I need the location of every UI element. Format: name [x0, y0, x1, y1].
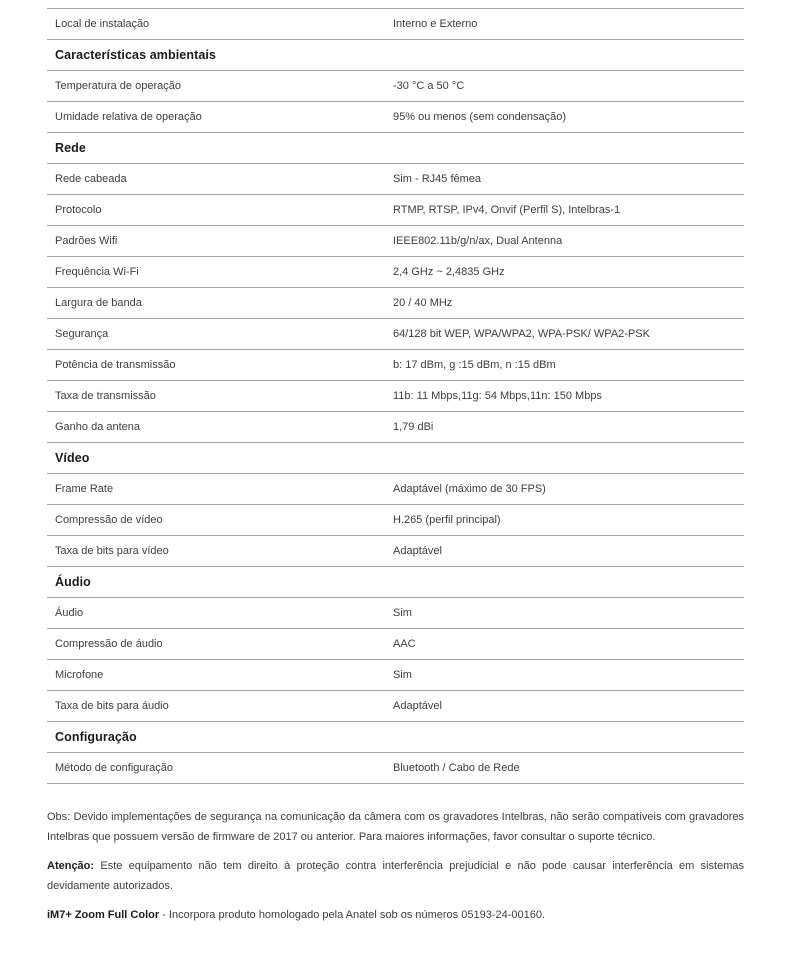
product-name: iM7+ Zoom Full Color [47, 909, 160, 921]
spec-row [47, 536, 744, 567]
obs-text: Obs: Devido implementações de segurança na comunicação da câmera com os gravadores Intelbras, não serão compatíveis com gravadores Intelbras que possuem versão de firmware de 2017 ou anterior. Para maiores informações, favor consultar o suporte técnico. [47, 811, 744, 843]
spec-value: b: 17 dBm, g :15 dBm, n :15 dBm [393, 359, 556, 371]
spec-row [47, 505, 744, 536]
spec-row [47, 660, 744, 691]
spec-value: 1,79 dBi [393, 421, 434, 433]
spec-label: Compressão de áudio [55, 638, 163, 650]
section-header-row [47, 443, 744, 474]
spec-value: Adaptável [393, 545, 442, 557]
spec-label: Potência de transmissão [55, 359, 176, 371]
spec-table [47, 8, 744, 784]
spec-label: Frequência Wi-Fi [55, 266, 139, 278]
spec-label: Rede cabeada [55, 173, 127, 185]
spec-row [47, 195, 744, 226]
spec-row [47, 164, 744, 195]
spec-row [47, 350, 744, 381]
spec-label: Taxa de bits para áudio [55, 700, 169, 712]
section-title: Configuração [55, 730, 137, 744]
spec-row [47, 257, 744, 288]
spec-label: Compressão de vídeo [55, 514, 163, 526]
spec-value: IEEE802.11b/g/n/ax, Dual Antenna [393, 235, 563, 247]
notes-section [47, 807, 744, 925]
section-title: Áudio [55, 575, 91, 589]
anatel-text: - Incorpora produto homologado pela Anatel sob os números 05193-24-00160. [162, 909, 546, 921]
spec-value: H.265 (perfil principal) [393, 514, 501, 526]
spec-value: 95% ou menos (sem condensação) [393, 111, 567, 123]
spec-label: Método de configuração [55, 762, 174, 774]
spec-row [47, 226, 744, 257]
section-header-row [47, 133, 744, 164]
spec-row [47, 288, 744, 319]
spec-value: Adaptável (máximo de 30 FPS) [393, 483, 546, 495]
spec-row [47, 629, 744, 660]
spec-value: 11b: 11 Mbps,11g: 54 Mbps,11n: 150 Mbps [393, 390, 602, 402]
spec-row [47, 691, 744, 722]
spec-value: Interno e Externo [393, 18, 478, 30]
spec-label: Ganho da antena [55, 421, 141, 433]
section-title: Rede [55, 141, 86, 155]
spec-row [47, 753, 744, 784]
spec-row [47, 319, 744, 350]
spec-label: Microfone [55, 669, 104, 681]
spec-row [47, 381, 744, 412]
spec-label: Taxa de bits para vídeo [55, 545, 169, 557]
spec-label: Frame Rate [55, 483, 114, 495]
spec-row [47, 412, 744, 443]
spec-label: Umidade relativa de operação [55, 111, 202, 123]
section-header-row [47, 567, 744, 598]
obs-paragraph [47, 807, 744, 847]
spec-label: Largura de banda [55, 297, 142, 309]
spec-value: Bluetooth / Cabo de Rede [393, 762, 520, 774]
section-header-row [47, 722, 744, 753]
spec-row [47, 598, 744, 629]
spec-label: Áudio [55, 607, 84, 619]
warning-label: Atenção: [47, 860, 95, 872]
anatel-paragraph [47, 905, 744, 925]
spec-label: Local de instalação [55, 18, 150, 30]
spec-label: Padrões Wifi [55, 235, 118, 247]
spec-value: AAC [393, 638, 416, 650]
spec-label: Taxa de transmissão [55, 390, 156, 402]
spec-value: Adaptável [393, 700, 442, 712]
spec-label: Protocolo [55, 204, 102, 216]
spec-value: 64/128 bit WEP, WPA/WPA2, WPA-PSK/ WPA2-PSK [393, 328, 650, 340]
warning-text: Este equipamento não tem direito à proteção contra interferência prejudicial e não pode causar interferência em sistemas devidamente autorizados. [47, 860, 744, 892]
spec-row [47, 71, 744, 102]
section-title: Vídeo [55, 451, 90, 465]
warning-paragraph [47, 856, 744, 896]
spec-value: -30 °C a 50 °C [393, 80, 465, 92]
spec-value: Sim [393, 607, 412, 619]
spec-label: Temperatura de operação [55, 80, 181, 92]
spec-row [47, 102, 744, 133]
spec-row [47, 474, 744, 505]
spec-label: Segurança [55, 328, 109, 340]
section-title: Características ambientais [55, 48, 217, 62]
spec-value: 2,4 GHz ~ 2,4835 GHz [393, 266, 505, 278]
section-header-row [47, 40, 744, 71]
spec-value: Sim - RJ45 fêmea [393, 173, 482, 185]
spec-row [47, 9, 744, 40]
spec-value: 20 / 40 MHz [393, 297, 453, 309]
spec-value: RTMP, RTSP, IPv4, Onvif (Perfil S), Intelbras-1 [393, 204, 621, 216]
spec-value: Sim [393, 669, 412, 681]
datasheet-page [47, 8, 744, 925]
